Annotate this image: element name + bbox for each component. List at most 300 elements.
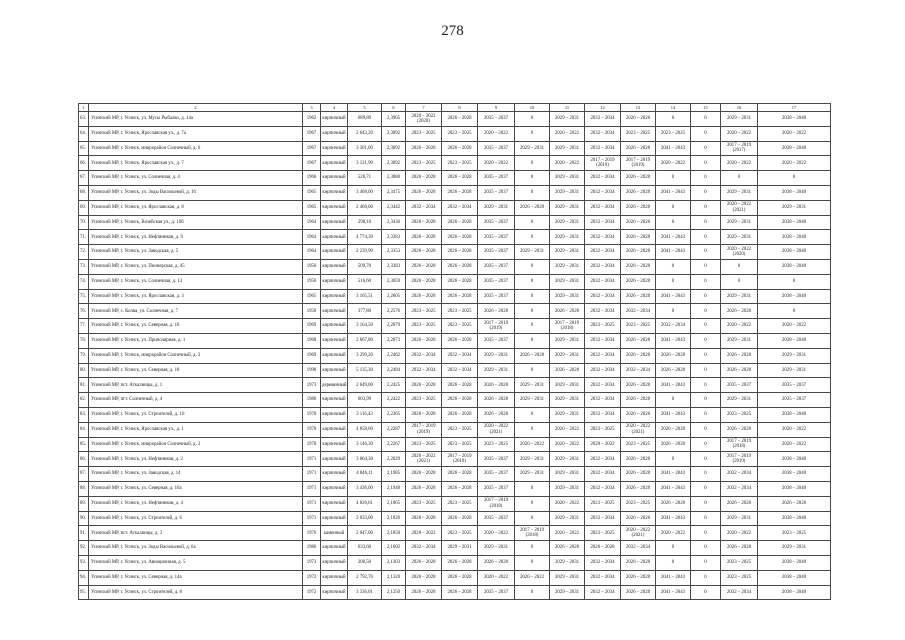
cell-period-col-15: 0 [691,319,721,334]
cell-coefficient: 2,2365 [382,407,406,422]
cell-wall-material: кирпичный [321,215,348,230]
cell-wall-material: кирпичный [321,570,348,585]
cell-coefficient: 2,3383 [382,259,406,274]
cell-coefficient: 2,2484 [382,363,406,378]
cell-coefficient: 2,1850 [382,526,406,541]
cell-period-col-12: 2032 – 2034 [585,585,621,600]
cell-coefficient: 2,3059 [382,274,406,289]
cell-address: Усинский МР, г. Усинск, ул. Авиационная, д. 5 [89,555,303,570]
cell-period-col-16: 2017 – 2019 (2019) [721,452,758,467]
cell-period-col-7: 2026 – 2028 [406,467,442,482]
cell-period-col-16: 2032 – 2034 [721,585,758,600]
cell-period-col-11: 2029 – 2031 [550,511,585,526]
table-row [79,289,831,304]
cell-period-col-15: 0 [691,467,721,482]
cell-period-col-13: 2026 – 2028 [621,585,656,600]
cell-period-col-16: 2029 – 2031 [721,289,758,304]
cell-coefficient: 2,3880 [382,171,406,186]
table-row [79,171,831,186]
cell-period-col-8: 2026 – 2028 [442,215,478,230]
table-row [79,422,831,437]
cell-period-col-13: 2017 – 2019 (2019) [621,156,656,171]
cell-wall-material: кирпичный [321,496,348,511]
cell-period-col-10: 0 [515,126,550,141]
cell-period-col-14: 0 [656,259,691,274]
cell-period-col-8: 2026 – 2028 [442,378,478,393]
cell-period-col-9: 2035 – 2037 [478,112,515,127]
cell-period-col-17: 0 [758,304,831,319]
cell-period-col-7: 2026 – 2028 [406,230,442,245]
cell-period-col-17: 2020 – 2022 [758,319,831,334]
cell-period-col-10: 2026 – 2028 [515,200,550,215]
cell-period-col-7: 2032 – 2034 [406,200,442,215]
cell-coefficient: 2,1948 [382,481,406,496]
cell-period-col-11: 2029 – 2031 [550,200,585,215]
table-row [79,585,831,600]
cell-period-col-14: 2041 – 2043 [656,585,691,600]
cell-year-built: 1964 [303,245,321,260]
cell-period-col-14: 2020 – 2022 [656,156,691,171]
cell-row-number: 76. [79,304,89,319]
table-row [79,570,831,585]
cell-period-col-13: 2026 – 2028 [621,230,656,245]
cell-period-col-9: 2035 – 2037 [478,274,515,289]
cell-period-col-7: 2032 – 2034 [406,541,442,556]
cell-year-built: 1950 [303,304,321,319]
cell-row-number: 92. [79,541,89,556]
cell-area: 298,10 [348,215,382,230]
cell-period-col-11: 2029 – 2031 [550,467,585,482]
cell-period-col-11: 2029 – 2031 [550,230,585,245]
cell-wall-material: кирпичный [321,585,348,600]
cell-period-col-7: 2020 – 2022 [406,526,442,541]
cell-period-col-10: 0 [515,511,550,526]
cell-period-col-17: 2020 – 2022 [758,437,831,452]
cell-period-col-8: 2026 – 2028 [442,230,478,245]
cell-period-col-16: 2029 – 2031 [721,215,758,230]
cell-address: Усинский МР, г. Усинск, ул. Зоды Васильевой, д. 16 [89,185,303,200]
cell-area: 3 301,00 [348,141,382,156]
table-row [79,363,831,378]
cell-year-built: 1973 [303,378,321,393]
cell-period-col-12: 2032 – 2034 [585,467,621,482]
cell-coefficient: 2,2267 [382,437,406,452]
cell-year-built: 1967 [303,156,321,171]
header-column-number: 7 [406,104,442,112]
cell-period-col-15: 0 [691,348,721,363]
cell-coefficient: 2,3436 [382,215,406,230]
cell-period-col-12: 2032 – 2034 [585,393,621,408]
cell-period-col-10: 2029 – 2031 [515,467,550,482]
cell-row-number: 70. [79,215,89,230]
table-body [79,112,831,600]
cell-address: Усинский МР, г. Усинск, ул. Строителей, д. 10 [89,407,303,422]
cell-period-col-10: 2029 – 2031 [515,378,550,393]
cell-wall-material: кирпичный [321,245,348,260]
header-column-number: 15 [691,104,721,112]
cell-wall-material: кирпичный [321,452,348,467]
cell-period-col-15: 0 [691,156,721,171]
cell-period-col-12: 2032 – 2034 [585,185,621,200]
cell-coefficient: 2,3892 [382,126,406,141]
cell-year-built: 1976 [303,526,321,541]
cell-period-col-13: 2026 – 2028 [621,378,656,393]
cell-year-built: 1971 [303,467,321,482]
cell-row-number: 94. [79,570,89,585]
cell-area: 2 460,00 [348,200,382,215]
cell-period-col-12: 2032 – 2034 [585,333,621,348]
table-row [79,112,831,127]
cell-period-col-14: 2041 – 2043 [656,378,691,393]
cell-period-col-17: 2038 – 2040 [758,511,831,526]
cell-period-col-10: 0 [515,333,550,348]
cell-row-number: 90. [79,511,89,526]
cell-area: 509,70 [348,259,382,274]
cell-period-col-16: 2023 – 2025 [721,555,758,570]
cell-period-col-11: 2029 – 2031 [550,348,585,363]
cell-period-col-8: 2026 – 2028 [442,245,478,260]
cell-period-col-8: 2023 – 2025 [442,437,478,452]
cell-period-col-9: 2026 – 2028 [478,393,515,408]
cell-period-col-7: 2020 – 2022 (2021) [406,452,442,467]
cell-wall-material: кирпичный [321,541,348,556]
cell-period-col-13: 2032 – 2034 [621,541,656,556]
cell-period-col-17: 2038 – 2040 [758,245,831,260]
cell-row-number: 81. [79,378,89,393]
cell-period-col-13: 2026 – 2028 [621,289,656,304]
cell-period-col-13: 2026 – 2028 [621,185,656,200]
cell-period-col-8: 2026 – 2028 [442,289,478,304]
cell-period-col-13: 2020 – 2022 (2021) [621,526,656,541]
cell-period-col-8: 2017 – 2019 (2019) [442,452,478,467]
cell-period-col-7: 2026 – 2028 [406,378,442,393]
cell-period-col-16: 2023 – 2025 [721,407,758,422]
cell-period-col-9: 2026 – 2028 [478,555,515,570]
cell-row-number: 67. [79,171,89,186]
cell-year-built: 1986 [303,393,321,408]
cell-row-number: 64. [79,126,89,141]
cell-wall-material: кирпичный [321,259,348,274]
cell-period-col-7: 2026 – 2028 [406,215,442,230]
table-row [79,126,831,141]
cell-wall-material: кирпичный [321,437,348,452]
cell-row-number: 65. [79,141,89,156]
cell-period-col-13: 2026 – 2028 [621,393,656,408]
cell-period-col-13: 2026 – 2028 [621,555,656,570]
cell-area: 4 826,61 [348,496,382,511]
cell-address: Усинский МР, г. Усинск, ул. Пионерская, д. 45 [89,259,303,274]
cell-period-col-14: 0 [656,215,691,230]
cell-row-number: 88. [79,481,89,496]
cell-period-col-7: 2026 – 2028 [406,274,442,289]
cell-period-col-16: 2017 – 2019 (2017) [721,141,758,156]
cell-period-col-12: 2032 – 2034 [585,407,621,422]
cell-period-col-7: 2023 – 2025 [406,437,442,452]
cell-year-built: 1971 [303,452,321,467]
cell-year-built: 1967 [303,141,321,156]
cell-period-col-11: 2029 – 2031 [550,289,585,304]
cell-period-col-16: 2020 – 2022 [721,319,758,334]
cell-address: Усинский МР, г. Усинск, ул. Северная, д. 16 [89,319,303,334]
cell-period-col-17: 0 [758,274,831,289]
table-row [79,467,831,482]
cell-period-col-16: 2020 – 2022 [721,126,758,141]
cell-period-col-7: 2026 – 2028 [406,141,442,156]
cell-wall-material: кирпичный [321,141,348,156]
cell-period-col-16: 2029 – 2031 [721,112,758,127]
data-table [78,103,831,600]
cell-year-built: 1965 [303,289,321,304]
cell-period-col-7: 2026 – 2028 [406,511,442,526]
cell-period-col-17: 2038 – 2040 [758,215,831,230]
cell-coefficient: 2,2029 [382,452,406,467]
table-row [79,555,831,570]
cell-period-col-10: 2029 – 2031 [515,245,550,260]
cell-period-col-10: 0 [515,481,550,496]
cell-period-col-17: 2035 – 2037 [758,393,831,408]
cell-period-col-8: 2026 – 2028 [442,585,478,600]
cell-period-col-9: 2020 – 2022 [478,526,515,541]
table-row [79,541,831,556]
cell-row-number: 73. [79,259,89,274]
cell-period-col-11: 2026 – 2028 [550,304,585,319]
cell-period-col-16: 2017 – 2019 (2018) [721,437,758,452]
cell-row-number: 66. [79,156,89,171]
cell-period-col-8: 2032 – 2034 [442,363,478,378]
cell-period-col-15: 0 [691,555,721,570]
cell-row-number: 80. [79,363,89,378]
table-row [79,407,831,422]
table-row [79,348,831,363]
cell-wall-material: деревянный [321,378,348,393]
cell-period-col-16: 0 [721,259,758,274]
cell-period-col-9: 2026 – 2028 [478,378,515,393]
cell-period-col-13: 2026 – 2028 [621,511,656,526]
cell-period-col-7: 2023 – 2025 [406,319,442,334]
cell-period-col-11: 2029 – 2031 [550,259,585,274]
cell-period-col-16: 2026 – 2028 [721,363,758,378]
table-header-row [79,104,831,112]
table-row [79,185,831,200]
cell-coefficient: 2,3383 [382,230,406,245]
cell-wall-material: кирпичный [321,407,348,422]
table-row [79,245,831,260]
cell-period-col-12: 2023 – 2025 [585,422,621,437]
cell-period-col-11: 2029 – 2031 [550,215,585,230]
cell-wall-material: кирпичный [321,126,348,141]
cell-period-col-15: 0 [691,585,721,600]
cell-period-col-12: 2032 – 2034 [585,126,621,141]
cell-period-col-8: 2023 – 2025 [442,156,478,171]
cell-period-col-11: 2029 – 2031 [550,112,585,127]
cell-period-col-11: 2020 – 2022 [550,126,585,141]
cell-period-col-17: 2038 – 2040 [758,259,831,274]
cell-period-col-12: 2032 – 2034 [585,555,621,570]
cell-period-col-9: 2035 – 2037 [478,481,515,496]
page-number: 278 [441,23,464,39]
cell-period-col-12: 2032 – 2034 [585,289,621,304]
cell-period-col-8: 2026 – 2028 [442,481,478,496]
cell-address: Усинский МР, г. Усинск, ул. Солнечная, д. 4 [89,171,303,186]
header-column-number: 2 [89,104,303,112]
cell-coefficient: 2,3475 [382,185,406,200]
cell-period-col-10: 0 [515,585,550,600]
cell-coefficient: 2,1250 [382,585,406,600]
cell-wall-material: кирпичный [321,467,348,482]
cell-period-col-17: 2035 – 2037 [758,378,831,393]
cell-year-built: 1965 [303,185,321,200]
cell-address: Усинский МР, г. Усинск, микрорайон Солнечный, д. 6 [89,141,303,156]
cell-period-col-8: 2026 – 2028 [442,393,478,408]
cell-period-col-11: 2029 – 2031 [550,141,585,156]
cell-period-col-12: 2032 – 2034 [585,378,621,393]
cell-period-col-10: 0 [515,289,550,304]
cell-period-col-11: 2029 – 2031 [550,570,585,585]
cell-period-col-16: 2020 – 2022 [721,526,758,541]
cell-coefficient: 2,3905 [382,112,406,127]
cell-period-col-8: 2026 – 2028 [442,467,478,482]
cell-period-col-8: 2023 – 2025 [442,126,478,141]
cell-area: 3 164,50 [348,319,382,334]
cell-period-col-10: 0 [515,541,550,556]
cell-period-col-9: 2029 – 2031 [478,541,515,556]
cell-period-col-10: 0 [515,363,550,378]
cell-address: Усинский МР, пгт. Солнечный, д. 4 [89,393,303,408]
cell-area: 2 667,80 [348,333,382,348]
cell-period-col-9: 2035 – 2037 [478,259,515,274]
cell-period-col-15: 0 [691,171,721,186]
cell-period-col-15: 0 [691,541,721,556]
cell-year-built: 1956 [303,274,321,289]
cell-period-col-13: 2023 – 2025 [621,126,656,141]
cell-wall-material: кирпичный [321,319,348,334]
cell-address: Усинский МР, г. Усинск, Ярославская ул., д. 1 [89,422,303,437]
cell-period-col-14: 2041 – 2043 [656,407,691,422]
header-column-number: 12 [585,104,621,112]
cell-wall-material: кирпичный [321,304,348,319]
cell-period-col-9: 2035 – 2037 [478,141,515,156]
cell-period-col-10: 2029 – 2031 [515,452,550,467]
table-row [79,230,831,245]
cell-period-col-9: 2035 – 2037 [478,289,515,304]
table-row [79,481,831,496]
cell-row-number: 72. [79,245,89,260]
cell-area: 3 116,43 [348,407,382,422]
header-column-number: 6 [382,104,406,112]
cell-period-col-8: 2023 – 2025 [442,422,478,437]
cell-area: 528,71 [348,171,382,186]
cell-period-col-9: 2035 – 2037 [478,511,515,526]
cell-period-col-16: 2029 – 2031 [721,333,758,348]
cell-address: Усинский МР, г. Усинск, микрорайон Солнечный, д. 2 [89,437,303,452]
cell-address: Усинский МР, г. Усинск, Ярославская ул., д. 7а [89,126,303,141]
table-row [79,526,831,541]
cell-year-built: 1970 [303,437,321,452]
cell-year-built: 1971 [303,496,321,511]
cell-address: Усинский МР, г. Усинск, ул. Северная, д. 18 [89,363,303,378]
cell-period-col-17: 2038 – 2040 [758,452,831,467]
cell-period-col-16: 2020 – 2022 (2021) [721,200,758,215]
cell-period-col-13: 2026 – 2028 [621,467,656,482]
cell-coefficient: 2,3892 [382,156,406,171]
cell-period-col-8: 2026 – 2028 [442,141,478,156]
cell-period-col-7: 2023 – 2025 [406,126,442,141]
cell-row-number: 86. [79,452,89,467]
cell-period-col-9: 2026 – 2028 [478,407,515,422]
cell-area: 200,50 [348,555,382,570]
cell-period-col-14: 0 [656,555,691,570]
cell-period-col-7: 2026 – 2028 [406,289,442,304]
cell-period-col-15: 0 [691,452,721,467]
cell-address: Усинский МР, г. Усинск, ул. Мусы Рыбалко, д. 14а [89,112,303,127]
cell-coefficient: 2,2462 [382,348,406,363]
cell-period-col-8: 2026 – 2028 [442,555,478,570]
cell-period-col-16: 2026 – 2028 [721,304,758,319]
cell-row-number: 78. [79,333,89,348]
cell-period-col-7: 2023 – 2025 [406,496,442,511]
cell-row-number: 93. [79,555,89,570]
cell-coefficient: 2,1826 [382,511,406,526]
cell-area: 3 436,00 [348,481,382,496]
cell-period-col-15: 0 [691,126,721,141]
cell-area: 5 135,30 [348,363,382,378]
cell-period-col-13: 2023 – 2025 [621,319,656,334]
cell-period-col-11: 2020 – 2022 [550,526,585,541]
cell-year-built: 1986 [303,541,321,556]
cell-period-col-8: 2023 – 2025 [442,319,478,334]
cell-period-col-11: 2029 – 2031 [550,378,585,393]
cell-period-col-17: 2026 – 2028 [758,496,831,511]
cell-period-col-7: 2026 – 2028 [406,407,442,422]
cell-period-col-7: 2023 – 2025 [406,393,442,408]
table-row [79,156,831,171]
table-row [79,496,831,511]
table-row [79,319,831,334]
cell-row-number: 87. [79,467,89,482]
table-row [79,259,831,274]
cell-period-col-9: 2035 – 2037 [478,185,515,200]
cell-row-number: 68. [79,185,89,200]
cell-period-col-15: 0 [691,112,721,127]
cell-period-col-7: 2026 – 2028 [406,333,442,348]
cell-period-col-12: 2032 – 2034 [585,230,621,245]
cell-period-col-14: 0 [656,393,691,408]
cell-period-col-12: 2032 – 2034 [585,259,621,274]
table-row [79,200,831,215]
cell-coefficient: 2,1865 [382,496,406,511]
cell-row-number: 83. [79,407,89,422]
cell-period-col-15: 0 [691,407,721,422]
cell-period-col-10: 0 [515,496,550,511]
cell-period-col-11: 2020 – 2022 [550,437,585,452]
cell-period-col-15: 0 [691,185,721,200]
cell-period-col-16: 2035 – 2037 [721,378,758,393]
cell-row-number: 85. [79,437,89,452]
table-row [79,304,831,319]
cell-row-number: 74. [79,274,89,289]
cell-wall-material: кирпичный [321,156,348,171]
cell-address: Усинский МР, г. Усинск, ул. Заводская, д. 14 [89,467,303,482]
cell-coefficient: 2,2287 [382,422,406,437]
cell-period-col-12: 2032 – 2034 [585,215,621,230]
cell-period-col-10: 2017 – 2019 (2018) [515,526,550,541]
cell-period-col-15: 0 [691,215,721,230]
cell-period-col-11: 2029 – 2031 [550,245,585,260]
cell-period-col-17: 2029 – 2031 [758,363,831,378]
cell-coefficient: 2,3892 [382,141,406,156]
cell-period-col-8: 2026 – 2028 [442,274,478,289]
cell-period-col-17: 2038 – 2040 [758,555,831,570]
